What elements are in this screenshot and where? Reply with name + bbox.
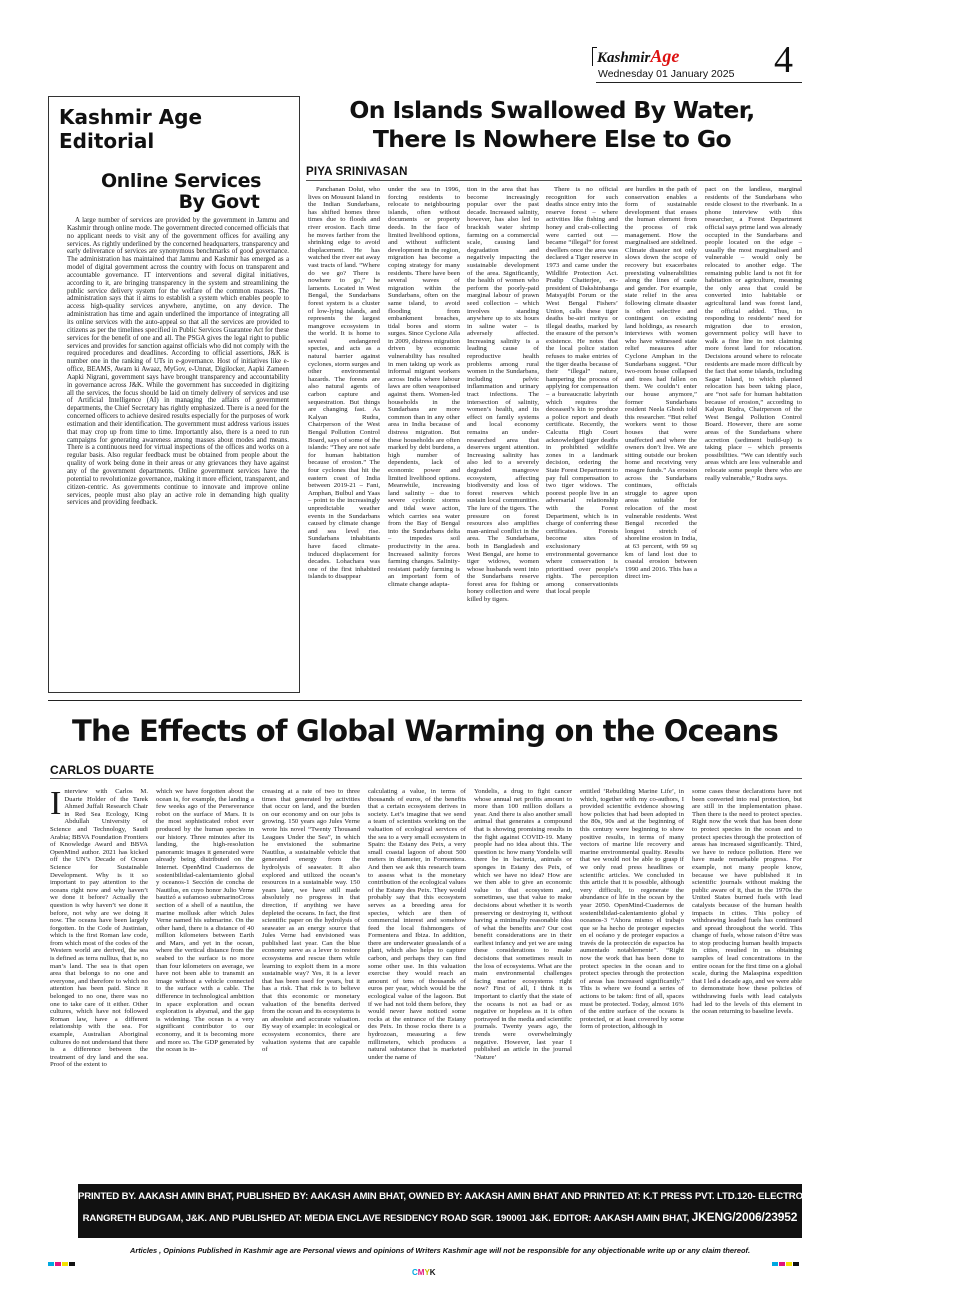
imprint-line-2 bbox=[78, 1210, 802, 1224]
article1-byline: PIYA SRINIVASAN bbox=[306, 166, 408, 178]
article2-byline: CARLOS DUARTE bbox=[50, 763, 154, 777]
article1-col4-text: There is no official recognition for such deaths since entry into the reserve forest – where activities like fishing and honey and crab-collecting were carried out — became “illegal” for forest dwellers once the area was declared a Tiger reserve in 1973 and came under the Wildlife Protection Act. Pradip Chatterjee, ex-president of Dakshinbanga Matsyajibi Forum or the West Bengal Fishers’ Union, calls these tiger deaths be-airi mrityu or illegal deaths, marked by the erasure of the person’s existence. He notes that the local police station refuses to make entries of the tiger deaths because of their “illegal” nature, hampering the process of applying for compensation – a bureaucratic labyrinth which requires the deceased’s kin to produce a police report and death certificate. Recently, the Calcutta High Court acknowledged tiger deaths in prohibited wildlife zones in a landmark decision, ordering the State Forest Department to pay full compensation to two tiger widows. The poorest people live in an adversarial relationship with the Forest Department, which is in charge of conferring these certificates. Forests become sites of exclusionary environmental governance where conservation is prioritised over people’s rights. The perception among conservationists that local people bbox=[546, 186, 618, 596]
cmyk-y: Y bbox=[424, 1268, 430, 1277]
yellow-swatch bbox=[62, 1262, 68, 1266]
article2-col2-text: which we have forgotten about the ocean is, for example, the landing a few weeks ago of the Perseverance robot on the surface of Mars. It is the most sophisticated robot ever produced by the human species in our history. Three minutes after its landing, the high-resolution panoramic images it generated were already being distributed on the Internet. OpenMind Cuadernos de sostenibilidad-calentamiento global y oceanos-1 Sección de concha de Nautilus, en cuyo honor Julio Verne bautizó a sufamoso submarinoCross section of a shell of a nautilus, the marine mollusk after which Jules Verne named his submarine. On the other hand, there is a distance of 40 million kilometers between Earth and Mars, and yet in the ocean, where the vertical distance from the seabed to the surface is no more than four kilometers on average, we have not been able to transmit an image without a vehicle connected to the surface with a cable. The difference in technological ambition in space exploration and ocean exploration is abysmal, and the gap is widening. The ocean is a very significant contributor to our economy, and it is becoming more and more so. The GDP generated by the ocean is in- bbox=[156, 788, 254, 1054]
imprint-line-2-text: RANGRETH BUDGAM, J&K. AND PUBLISHED AT: MEDIA ENCLAVE RESIDENCY ROAD SGR. 190001 J&K. EDITOR: AAKASH AMIN BHAT, bbox=[82, 1213, 690, 1224]
imprint-line-1: PRINTED BY. AAKASH AMIN BHAT, PUBLISHED BY: AAKASH AMIN BHAT, OWNED BY: AAKASH AMIN BHAT AND PRINTED AT: K.T PRESS PVT. LTD.120- ELECTRONIC COMPLEX INDUSTRIAL ESTATE bbox=[78, 1191, 965, 1202]
article2-column-3 bbox=[262, 788, 360, 1250]
editorial-body bbox=[67, 217, 289, 685]
drop-cap: I bbox=[50, 785, 62, 822]
editorial-box bbox=[48, 96, 300, 693]
article1-headline bbox=[302, 96, 802, 154]
article2-col1-text: nterview with Carlos M. Duarte Holder of the Tarek Ahmed Juffali Research Chair in Red Sea Ecology, King Abdullah University of Science and Technology, Saudi Arabia; BBVA Foundation Frontiers of Knowledge Award and BBVA OpenMind author. 2021 has kicked off the UN’s Decade of Ocean Science for Sustainable Development. Why is it so important to pay attention to the oceans right now and why haven’t we done it before? Actually the question is why haven’t we done it before, not why are we doing it now. The oceans have been largely forgotten. In the Code of Justinian, which is the first Roman law code, from which most of the codes of the Western world are derived, the sea is defined as terra nullius, that is, no man’s land. The sea is that open area that belongs to no one and everyone, and therefore to which no attention has been paid. Since it belonged to no one, there was no one to take care of it either. Other cultures, which have not followed Roman law, have a different relationship with the sea. For example, Australian Aboriginal cultures do not understand that there is a difference between the treatment of dry land and the sea. Proof of the extent to bbox=[50, 788, 148, 1069]
cyan-swatch-right bbox=[772, 1262, 778, 1266]
yellow-swatch-right bbox=[786, 1262, 792, 1266]
article2-headline: The Effects of Global Warming on the Oceans bbox=[72, 714, 778, 748]
section-divider bbox=[48, 700, 802, 701]
editorial-title-line2: Editorial bbox=[59, 129, 155, 153]
article2-column-5 bbox=[474, 788, 572, 1250]
page-number: 4 bbox=[774, 39, 793, 81]
disclaimer: Articles , Opinions Published in Kashmir age are Personal views and opinions of Writers Kashmir age will not be responsible for any objectionable write up or any claim thereof. bbox=[130, 1246, 750, 1255]
article2-col4-text: calculating a value, in terms of thousands of euros, of the benefits that a certain ecosystem derives in society. Let’s imagine that we send a team of scientists working on the valuation of ecological services of the sea to a very small ecosystem in Spain: the Estany des Peix, a very small coastal lagoon of about 500 meters in diameter, in Formentera. And then we ask this research team to assess what is the monetary contribution of the ecological values of the Estany des Peix. They would probably say that this ecosystem serves as a breeding area for species, which are then of commercial interest and somehow feed the local fishmongers of Formentera and Ibiza. In addition, there are underwater grasslands of a plant, which also helps to capture carbon, and perhaps they can find some other use. In this valuation exercise they would reach an amount of tens of thousands of euros per year, which would be the ecological value of the lagoon. But if we had not told them before, they would never have noticed some rocks at the entrance of the Estany des Peix. In those rocks there is a hydrozoan, measuring a few millimeters, which produces a natural substance that is marketed under the name of bbox=[368, 788, 466, 1061]
article2-col3-text: creasing at a rate of two to three times that generated by activities that occur on land, and the burden on our economy and on our jobs is growing. 150 years ago Jules Verne wrote his novel “Twenty Thousand Leagues Under the Sea”, in which he envisioned the submarine Nautilus, a sustainable vehicle that generated energy from the hydrolysis of seawater. It also explored and utilized the ocean’s resources in a sustainable way. 150 years later, we have still made absolutely no progress in that direction, if anything we have depleted the oceans. In fact, the first scientific paper on the hydrolysis of seawater as an energy source that Jules Verne had envisioned was published last year. Can the blue economy serve as a lever to restore ecosystems and rescue them while learning to exploit them in a more sustainable way? Yes, it is a lever that has been used for years, but it has a risk. That risk is to believe that this economic or monetary valuation of the benefits derived from the ocean and its ecosystems is an absolute and accurate valuation. By way of example: in ecological or ecosystem economics, there are valuation systems that are capable of bbox=[262, 788, 360, 1054]
masthead-bracket bbox=[592, 47, 597, 66]
article2-column-4 bbox=[368, 788, 466, 1250]
article1-col1-text: Panchanan Dolui, who lives on Mousuni Island in the Indian Sundarbans, has shifted homes three times due to floods and river erosion. Each time he moves farther from the shrinking edge to avoid displacement. He has watched the river eat away vast tracts of land. “Where do we go? There is nowhere to go,” he laments. Located in West Bengal, the Sundarbans forest system is a cluster of low-lying islands, and represents the largest mangrove ecosystem in the world. It is home to several endangered species, and acts as a natural barrier against cyclones, storm surges and other environmental hazards. The forests are also natural agents of carbon capture and sequestration. But things are changing fast. As Kalyan Rudra, Chairperson of the West Bengal Pollution Control Board, says of some of the islands: “They are not safe for human habitation because of erosion.” The four cyclones that hit the eastern coast of India between 2019-21 – Fani, Amphan, Bulbul and Yaas – point to the increasingly unpredictable weather events in the Sundarbans caused by climate change and sea level rise. Sundarbans inhabitants have faced climate-induced displacement for decades. Lohachara was one of the first inhabited islands to disappear bbox=[308, 186, 380, 581]
cmyk-label bbox=[412, 1268, 436, 1277]
article1-column-2 bbox=[388, 186, 460, 691]
brand-kashmir: Kashmir bbox=[597, 50, 651, 66]
article1-headline-line1: On Islands Swallowed By Water, bbox=[349, 96, 755, 124]
article2-column-1 bbox=[50, 785, 148, 1250]
masthead-rule bbox=[596, 82, 802, 83]
editorial-headline bbox=[49, 171, 299, 213]
brand-age: Age bbox=[650, 46, 680, 66]
article2-byline-rule bbox=[50, 778, 802, 779]
article2-column-6 bbox=[580, 788, 684, 1250]
article1-byline-rule bbox=[306, 180, 802, 181]
editorial-headline-line1: Online Services bbox=[100, 170, 262, 192]
registration-number: JKENG/2006/23952 bbox=[691, 1210, 798, 1224]
article1-column-5 bbox=[625, 186, 697, 691]
cmyk-k: K bbox=[429, 1268, 436, 1277]
article1-col5-text: are hurdles in the path of conservation enables a form of sustainable development that erases the human element from the process of risk management. How the marginalised are sidelined. Climate disaster not only slows down the scope of recovery but exacerbates preexisting vulnerabilities along the lines of caste and gender. For example, state relief in the area following climate disaster is often selective and contingent on existing land holdings, as research interviews with women who have witnessed state relief measures after Cyclone Amphan in the Sundarbans suggest. “Our two-room house collapsed and trees had fallen on them. We couldn’t enter our house anymore,” former Sundarbans resident Neela Ghosh told this researcher. “But relief workers went to those houses that were unaffected and where the owners don’t live. We are sitting outside our broken home and receiving very meagre funds.” As erosion across the Sundarbans continues, officials struggle to agree upon areas suitable for relocation of the most vulnerable residents. West Bengal recorded the longest stretch of shoreline erosion in India, at 63 percent, with 99 sq km of land lost due to coastal erosion between 1990 and 2016. This has a direct im- bbox=[625, 186, 697, 581]
magenta-swatch-right bbox=[779, 1262, 785, 1266]
cmyk-m: M bbox=[417, 1268, 425, 1277]
article1-column-3 bbox=[467, 186, 539, 691]
article2-col6-text: entitled ‘Rebuilding Marine Life’, in which, together with my co-authors, I provided scientific evidence showing how policies that had been adopted in the 80s, 90s and at the beginning of this century were beginning to show positive results, in terms of many vectors of marine life recovery and marine environmental quality. Results that we would not be able to grasp if we only read press headlines or scientific articles. We concluded in this article that it is possible, although very difficult, to regenerate the abundance of life in the ocean by the year 2050. OpenMind-Cuadernos de sostenibilidad-calentamiento global y oceanos-3 “Ahora mismo el trabajo que se ha hecho de proteger especies en el océano y de proteger espacios a través de la protección de espacios ha aumentado notablemente”. “Right now the work that has been done to protect species in the ocean and to protect species through the protection of areas has increased significantly.” This is where we found a series of actions to be taken: first of all, spaces must be protected. Today, almost 16% of the entire surface of the oceans is protected, or at least covered by some form of protection, although in bbox=[580, 788, 684, 1031]
editorial-section-title bbox=[59, 105, 202, 153]
cmyk-c: C bbox=[412, 1268, 418, 1277]
issue-date: Wednesday 01 January 2025 bbox=[598, 68, 735, 80]
imprint-area bbox=[78, 1184, 965, 1238]
article2-col5-text: Yondelis, a drug to fight cancer whose annual net profits amount to more than 100 million dollars a year. And there is also another small animal that generates a compound that is showing promising results in the fight against COVID-19. Many people had no idea about this. The question is: how many Yondelis will there be in bacteria, animals or sponges in Estany des Peix, of which we have no idea? How are we then able to give an economic value to that ecosystem and, sometimes, use that value to make decisions about whether it is worth preserving or destroying it, without having a minimally reasonable idea of what the benefits are? Our cost benefit considerations are in their earliest infancy and yet we are using these considerations to make decisions that sometimes result in the loss of ecosystems. What are the main environmental challenges facing marine ecosystems right now? First of all, I think it is important to clarify that the state of the oceans is not as bad or as negative or hopeless as it is often portrayed in the media and scientific journals. Twenty years ago, the trends were overwhelmingly negative. However, last year I published an article in the journal ‘Nature’ bbox=[474, 788, 572, 1061]
article2-column-2 bbox=[156, 788, 254, 1250]
cyan-swatch bbox=[48, 1262, 54, 1266]
article1-headline-line2: There Is Nowhere Else to Go bbox=[372, 125, 732, 153]
article1-column-4 bbox=[546, 186, 618, 691]
magenta-swatch bbox=[55, 1262, 61, 1266]
black-swatch-right bbox=[793, 1262, 799, 1266]
article1-col6-text: pact on the landless, marginal residents of the Sundarbans who reside closest to the riverbank. In a phone interview with this researcher, a Forest Department official says prime land was already occupied in the Sundarbans and people located on the edge – usually the most marginalised and vulnerable – would only be relocated to another edge. The remaining public land is not fit for habitation or agriculture, meaning the only area that could be converted into habitable or agricultural land was forest land, the official added. Thus, in responding to residents’ need for migration due to erosion, government policy will have to walk a fine line in not claiming more forest land for relocation. Decisions around where to relocate residents are made more difficult by the fact that some islands, including Sagar Island, to which planned relocation has been taking place, are “not safe for human habitation because of erosion,” according to Kalyan Rudra, Chairperson of the West Bengal Pollution Control Board. However, there are some areas of the Sundarbans where accretion (sediment build-up) is taking place – which presents possibilities. “We can identify such areas which are less vulnerable and relocate some people there who are really vulnerable,” Rudra says. bbox=[705, 186, 802, 482]
black-swatch bbox=[69, 1262, 75, 1266]
masthead-brand bbox=[597, 46, 679, 67]
article1-column-1 bbox=[308, 186, 380, 691]
editorial-title-line1: Kashmir Age bbox=[59, 105, 203, 129]
article1-column-6 bbox=[705, 186, 802, 691]
article1-col2-text: under the sea in 1996, forcing residents to relocate to neighbouring islands, often without documents or property deeds. In the face of limited livelihood options, and without sufficient development in the region, migration has become a coping strategy for many residents. There have been several waves of migration within the Sundarbans, often on the same island, to avoid flooding from embankment breaches, tidal bores and storm surges. Since Cyclone Aila in 2009, distress migration driven by economic vulnerability has resulted in men taking up work as informal migrant workers across India where labour laws are often weaponised against them. Women-led households in the Sundarbans are more common than in any other area in India because of distress migration. But these households are often marked by debt burdens, a high number of dependents, lack of economic power and limited livelihood options. Meanwhile, increasing land salinity – due to severe cyclonic storms and tidal wave action, which carries sea water from the Bay of Bengal into the Sundarbans delta – impedes soil productivity in the area. Increased salinity forces farming changes. Salinity-resistant paddy farming is an important form of climate change adapta- bbox=[388, 186, 460, 588]
article2-column-7 bbox=[692, 788, 802, 1250]
article1-col3-text: tion in the area that has become increasingly popular over the past decade. Increased salinity, however, has also led to brackish water shrimp farming on a commercial scale, causing land degradation and negatively impacting the sustainable development of the area. Significantly, the health of women who perform the poorly-paid marginal labour of prawn seed collection – which involves standing anywhere up to six hours in saline water – is adversely affected. Increasing salinity is a leading cause of reproductive health problems among rural women in the Sundarbans, including pelvic inflammation and urinary tract infections. The intersection of salinity, women’s health, and its effect on family systems and local economy remains an under-researched area that deserves urgent attention. Increasing salinity has also led to a severely degraded mangrove ecosystem, affecting biodiversity and loss of forest reserves which sustain local communities. The lure of the tigers. The pressure on forest resources also amplifies man-animal conflict in the area. The Sundarbans, both in Bangladesh and West Bengal, are home to tiger widows, women whose husbands went into the Sundarbans reserve forest area for fishing or honey collection and were killed by tigers. bbox=[467, 186, 539, 604]
editorial-headline-line2: By Govt bbox=[178, 191, 260, 213]
article2-col7-text: some cases these declarations have not been converted into real protection, but are still in the implementation phase. Then there is the need to protect species. Right now the work that has been done to protect species in the ocean and to protect species through the protection of areas has increased significantly. Third, we have to reduce pollution. Here we have made remarkable progress. For example, not many people know, because we have published it in scientific journals without making the public aware of it, that in the 1970s the United States burned fuels with lead catalysts because of the human health impacts in cities. This policy of withdrawing leaded fuels has continued and spread throughout the world. This change of fuels, whose raison d’être was to stop producing human health impacts in cities, resulted in us obtaining samples of lead concentrations in the entire ocean for the first time on a global scale, during the Malaspina expedition that I led a decade ago, and we were able to demonstrate how these policies of withdrawing fuels with lead catalysts had led to the levels of this element in the ocean returning to baseline levels. bbox=[692, 788, 802, 1016]
editorial-text: A large number of services are provided by the government in Jammu and Kashmir through online mode. The government directed concerned officials that no applicant needs to visit any of the government offices for availing any services. As rightly underlined by the concerned headquarters, transparency and early deliverance of services are synonymous benchmarks of good governance. The administration has maintained that Jammu and Kashmir has emerged as a model of digital government across the country with focus on transparent and accountable governance. IT interventions and several digital initiatives, according to it, are bringing transparency in the system and streamlining the public service delivery system for the welfare of the common masses. The administration says that it aims to establish a system which enables people to access high-quality services anywhere, anytime, on any device. The administration has time and again underlined the importance of integrating all its online services with the auto-appeal so that all the services are provided to citizens as per the timelines specified in Public Services Guarantee Act for these services for the benefit of one and all. The PSGA gives the legal right to public services and provides for sanction against officials who did not comply with the required procedures and deadlines. According to official assertions, J&K is number one in the ranking of UTs in e-governance. Host of initiatives like e-office, BEAMS, Awam ki Awaaz, MyGov, e-Unnat, Digilocker, Aapki Zameen Aapki Nigrani, government says have brought transparency and accountability in governance across J&K. While the government has succeeded in digitizing all the services, the focus should be laid on timely delivery of services and use of Artificial Intelligence (AI) in managing the affairs of government departments, the Chief Secretary has rightly emphasized. There is a need for the concerned officers to achieve desired results especially for the purposes of work estimation and their identification. The government must address various issues that may crop up from time to time. Importantly also, there is a need to run campaigns for generating awareness among masses about modes and means. There is a continuous need for virtual inspections of the offices and works on a regular basis. Also regular feedback must be obtained from people about the quality of work being done in their areas or any grievances they have against any of the government departments. Online government services have the potential to revolutionize governance, making it more efficient, transparent, and citizen-centric. As governments continue to innovate and improve online services, people must also play an active role in demanding high quality services and providing feedback. bbox=[67, 217, 289, 507]
